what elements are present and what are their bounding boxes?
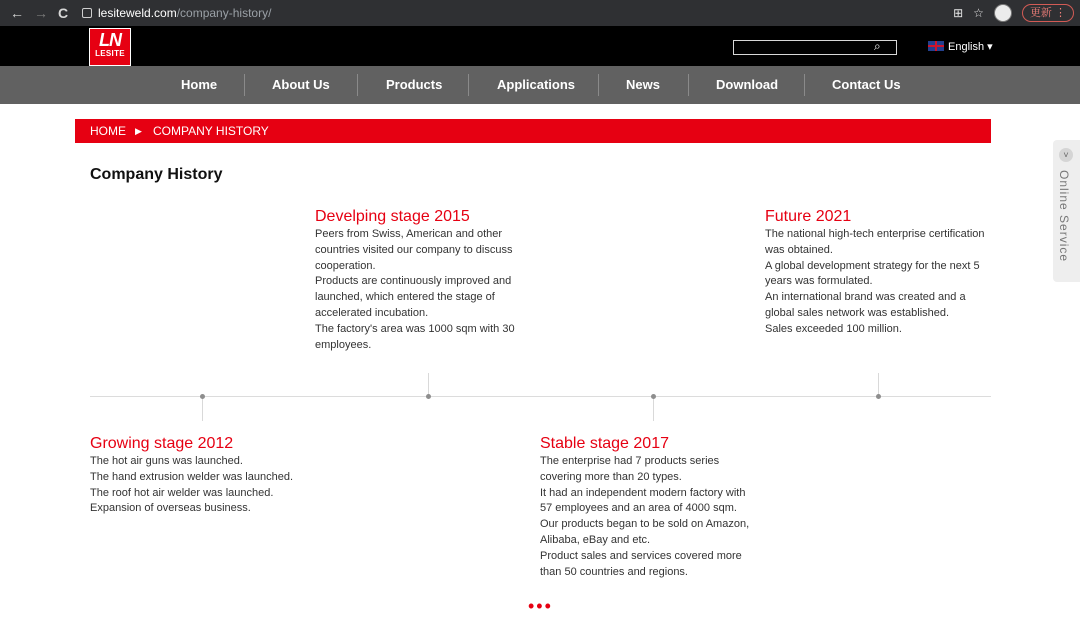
stage-line: global sales network was established.	[765, 306, 950, 319]
stage-line: The roof hot air welder was launched.	[90, 486, 274, 499]
translate-icon[interactable]: ⊞	[953, 6, 964, 20]
nav-download[interactable]: Download	[716, 77, 779, 92]
profile-avatar[interactable]	[994, 4, 1012, 22]
stage-line: Our products began to be sold on Amazon,	[540, 518, 750, 531]
url-host: lesiteweld.com	[98, 6, 177, 20]
nav-news[interactable]: News	[626, 77, 660, 92]
main-navigation	[0, 66, 1080, 104]
stage-line: cooperation.	[315, 259, 376, 272]
stage-line: 57 employees and an area of 4000 sqm.	[540, 502, 737, 515]
online-service-widget[interactable]	[1053, 140, 1080, 282]
nav-contact-us[interactable]: Contact Us	[832, 77, 901, 92]
url-path: /company-history/	[176, 6, 272, 20]
stage-line: The national high-tech enterprise certification	[765, 228, 985, 240]
nav-home[interactable]: Home	[181, 77, 218, 92]
stage-line: launched, which entered the stage of	[315, 291, 495, 304]
browser-actions	[953, 3, 1074, 23]
stage-line: years was formulated.	[765, 275, 873, 288]
stage-line: accelerated incubation.	[315, 306, 429, 319]
stage-line: An international brand was created and a	[765, 291, 966, 304]
page-title: Company History	[90, 166, 223, 183]
stage-line: Expansion of overseas business.	[90, 502, 251, 515]
stage-line: employees.	[315, 338, 372, 351]
breadcrumb-home[interactable]: HOME	[90, 124, 126, 138]
nav-separator	[357, 74, 358, 96]
stage-line: covering more than 20 types.	[540, 470, 682, 483]
forward-button[interactable]: →	[34, 5, 48, 21]
stage-line: countries visited our company to discuss	[315, 243, 513, 256]
language-selector[interactable]	[928, 40, 993, 54]
nav-separator	[598, 74, 599, 96]
breadcrumb-current: COMPANY HISTORY	[153, 124, 269, 138]
stage-title: Develping stage 2015	[315, 208, 470, 225]
nav-about-us[interactable]: About Us	[272, 77, 330, 92]
timeline-stage-2015	[315, 208, 545, 353]
stage-line: Alibaba, eBay and etc.	[540, 533, 651, 546]
language-label: English ▾	[948, 41, 993, 53]
nav-applications[interactable]: Applications	[497, 77, 576, 92]
timeline-stage-2017	[540, 435, 770, 580]
stage-line: was obtained.	[765, 243, 833, 256]
bookmark-star-icon[interactable]: ☆	[973, 6, 984, 20]
stage-title: Future 2021	[765, 208, 852, 225]
browser-toolbar	[0, 0, 1080, 26]
stage-title: Growing stage 2012	[90, 435, 234, 452]
stage-line: It had an independent modern factory with	[540, 486, 746, 499]
breadcrumb-arrow-icon: ▶	[135, 126, 142, 136]
timeline-stage-2021	[765, 208, 1005, 338]
stage-title: Stable stage 2017	[540, 435, 669, 452]
stage-line: A global development strategy for the next 5	[765, 259, 980, 272]
stage-line: Sales exceeded 100 million.	[765, 322, 902, 335]
chevron-down-icon[interactable]: ˅	[1059, 148, 1073, 162]
stage-line: Products are continuously improved and	[315, 275, 512, 288]
lock-icon	[82, 8, 92, 18]
nav-separator	[468, 74, 469, 96]
stage-line: The hand extrusion welder was launched.	[90, 470, 294, 483]
stage-line: The factory's area was 1000 sqm with 30	[315, 322, 515, 335]
search-icon[interactable]: ⌕	[874, 39, 881, 53]
more-indicator[interactable]: •••	[528, 596, 553, 616]
reload-button[interactable]: C	[58, 5, 69, 21]
site-logo[interactable]	[89, 28, 131, 66]
stage-line: The hot air guns was launched.	[90, 455, 243, 467]
timeline-connector	[653, 397, 654, 421]
search-input[interactable]	[733, 40, 897, 55]
nav-separator	[244, 74, 245, 96]
uk-flag-icon	[928, 41, 944, 51]
timeline-stage-2012	[90, 435, 320, 517]
stage-line: The enterprise had 7 products series	[540, 455, 720, 467]
timeline-dot	[651, 394, 656, 399]
nav-separator	[804, 74, 805, 96]
timeline-axis	[90, 396, 991, 397]
site-header	[0, 26, 1080, 66]
online-service-label: Online Service	[1057, 170, 1071, 263]
stage-line: Peers from Swiss, American and other	[315, 228, 503, 240]
stage-line: Product sales and services covered more	[540, 549, 742, 562]
nav-products[interactable]: Products	[386, 77, 443, 92]
logo-name: LESITE	[95, 49, 125, 58]
nav-separator	[688, 74, 689, 96]
menu-icon: ⋮	[1055, 7, 1066, 19]
back-button[interactable]: ←	[10, 5, 24, 21]
timeline-dot	[200, 394, 205, 399]
timeline-dot	[426, 394, 431, 399]
timeline-connector	[202, 397, 203, 421]
address-bar[interactable]	[82, 3, 942, 23]
stage-line: than 50 countries and regions.	[540, 565, 688, 578]
logo-mark: LN	[99, 30, 121, 50]
timeline-dot	[876, 394, 881, 399]
breadcrumb	[75, 119, 991, 143]
update-button[interactable]	[1022, 4, 1074, 22]
update-label: 更新	[1029, 7, 1052, 19]
